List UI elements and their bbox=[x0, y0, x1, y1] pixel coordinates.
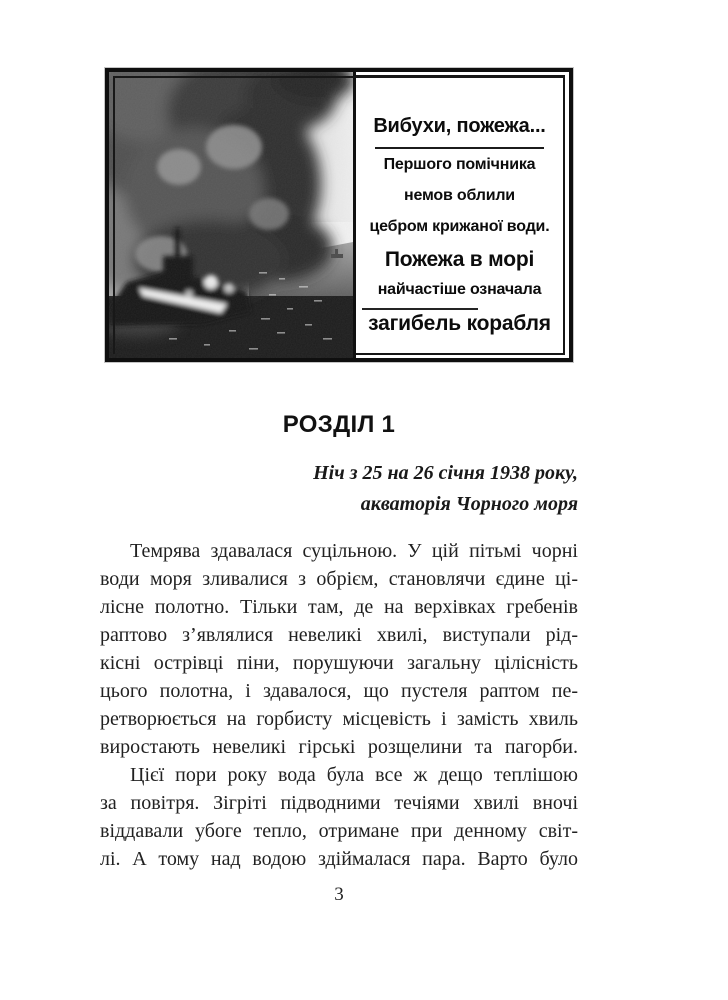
body-line: Темрява здавалася суцільною. У цій пітьмі чорні bbox=[130, 540, 578, 562]
body-line: лісне полотно. Тільки там, де на верхівках гребенів bbox=[100, 596, 578, 618]
body-line: Цієї пори року вода була все ж дещо теплішою bbox=[130, 764, 578, 786]
dateline-line: Ніч з 25 на 26 січня 1938 року, bbox=[313, 462, 578, 484]
burning-ship-photo bbox=[109, 72, 353, 358]
body-line: кісні острівці піни, порушуючи загальну цілісність bbox=[100, 652, 578, 674]
body-line: виростають невеликі гірські розщелини та пагорби. bbox=[100, 736, 578, 758]
body-text bbox=[100, 537, 578, 873]
chapter-title: РОЗДІЛ 1 bbox=[282, 411, 396, 438]
body-line: води моря зливалися з обрієм, становлячи єдине ці- bbox=[100, 568, 578, 590]
caption-line: найчастіше означала bbox=[377, 281, 542, 298]
body-line: ретворюється на горбисту місцевість і замість хвиль bbox=[100, 708, 578, 730]
caption-panel-inner bbox=[356, 75, 565, 355]
caption-rule bbox=[362, 308, 478, 310]
caption-line: Вибухи, пожежа... bbox=[373, 115, 546, 137]
caption-line: немов облили bbox=[404, 187, 515, 204]
caption-line: цебром крижаної води. bbox=[369, 218, 550, 235]
body-line: цього полотна, і здавалося, що пустеля раптом пе- bbox=[100, 680, 578, 702]
body-line: лі. А тому над водою здіймалася пара. Варто було bbox=[100, 848, 578, 870]
chapter-figure bbox=[105, 68, 573, 362]
caption-line: загибель корабля bbox=[368, 312, 551, 335]
page-number: 3 bbox=[334, 884, 344, 905]
caption-rule bbox=[375, 147, 545, 149]
chapter-dateline bbox=[100, 458, 578, 520]
dateline-line: акваторія Чорного моря bbox=[360, 493, 578, 515]
caption-panel bbox=[353, 72, 569, 358]
caption-line: Першого помічника bbox=[383, 156, 536, 173]
body-line: раптово з’являлися невеликі хвилі, виступали рід- bbox=[100, 624, 578, 646]
body-line: віддавали убоге тепло, отримане при денному світ- bbox=[100, 820, 578, 842]
caption-line: Пожежа в морі bbox=[384, 248, 535, 271]
body-line: за повітря. Зігріті підводними течіями хвилі вночі bbox=[100, 792, 578, 814]
ship-fire-illustration bbox=[109, 72, 353, 358]
